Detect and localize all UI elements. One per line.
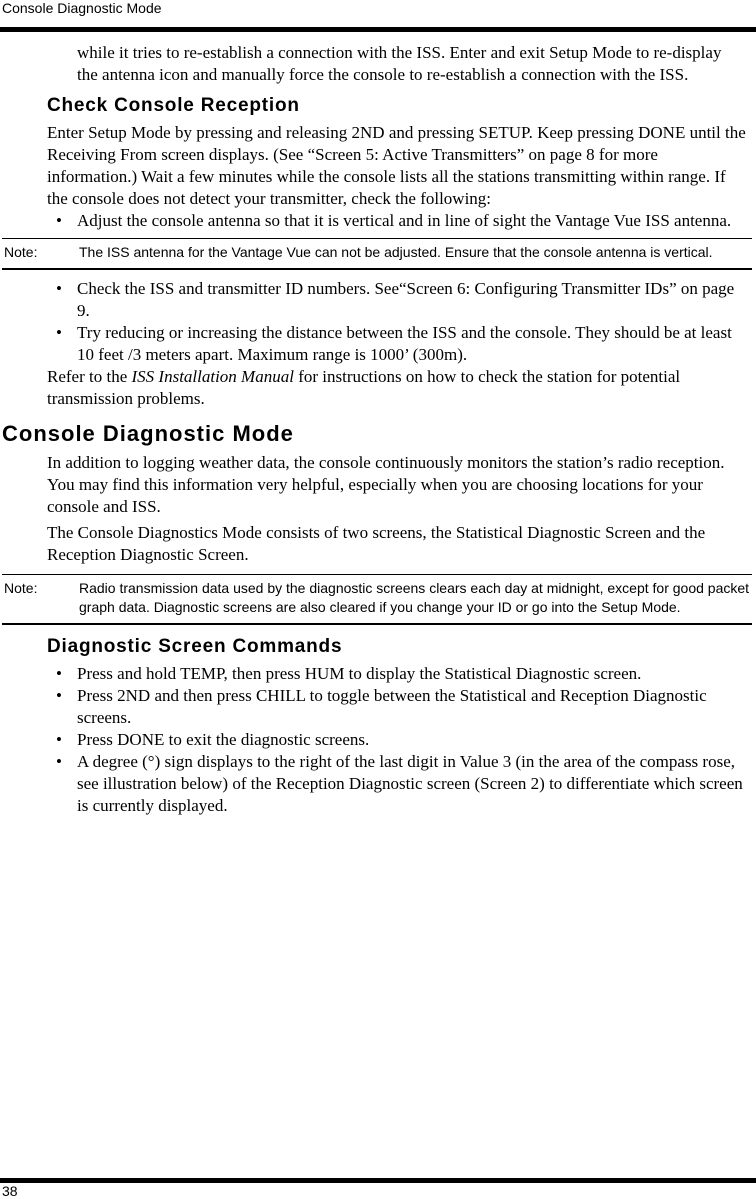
list-item-text: Try reducing or increasing the distance between the ISS and the console. They should be at least 10 feet /3 meters apart. Maximum range is 1000’ (300m). [77,323,732,364]
note-label: Note: [4,244,38,260]
diagnostic-paragraph-1: In addition to logging weather data, the console continuously monitors the station’s radio reception. You may find this information very helpful, especially when you are choosing locations for your console and ISS. [47,453,725,516]
list-item [56,278,750,322]
refer-paragraph [47,366,750,410]
commands-heading: Diagnostic Screen Commands [47,636,343,657]
list-item-text: Press 2ND and then press CHILL to toggle between the Statistical and Reception Diagnostic screens. [77,686,707,727]
page-content [0,42,756,817]
section-heading: Console Diagnostic Mode [2,421,294,446]
header-rule [0,27,756,32]
note-text: The ISS antenna for the Vantage Vue can not be adjusted. Ensure that the console antenna is vertical. [79,244,713,260]
refer-text-after: for instructions on how to check the station for potential transmission problems. [47,367,681,408]
check-reception-bullets-b [0,278,756,366]
radio-note [2,574,752,625]
bullet-icon: • [56,323,62,342]
manual-title: ISS Installation Manual [131,367,294,386]
check-reception-bullets-a [0,210,756,232]
footer-rule [0,1178,756,1183]
antenna-note [2,238,752,270]
running-header: Console Diagnostic Mode [2,0,162,16]
bullet-icon: • [56,279,62,298]
list-item-text: Press DONE to exit the diagnostic screens. [77,730,370,749]
list-item [56,210,750,232]
check-reception-heading: Check Console Reception [47,95,300,116]
list-item [56,751,750,817]
list-item [56,685,750,729]
refer-text-before: Refer to the [47,367,132,386]
list-item-text: Check the ISS and transmitter ID numbers. See“Screen 6: Configuring Transmitter IDs” on page 9. [77,279,735,320]
list-item [56,322,750,366]
bullet-icon: • [56,211,62,230]
note-text: Radio transmission data used by the diagnostic screens clears each day at midnight, except for good packet graph data. Diagnostic screens are also cleared if you change your ID or go into the Setup Mode. [79,580,750,615]
bullet-icon: • [56,752,62,771]
list-item [56,663,750,685]
diagnostic-paragraph-2: The Console Diagnostics Mode consists of two screens, the Statistical Diagnostic Screen and the Reception Diagnostic Screen. [47,523,706,564]
intro-paragraph: while it tries to re-establish a connection with the ISS. Enter and exit Setup Mode to re-display the antenna icon and manually force the console to re-establish a connection with the ISS. [77,43,722,84]
bullet-icon: • [56,686,62,705]
bullet-icon: • [56,730,62,749]
list-item-text: Adjust the console antenna so that it is vertical and in line of sight the Vantage Vue ISS antenna. [77,211,732,230]
list-item [56,729,750,751]
check-reception-paragraph: Enter Setup Mode by pressing and releasing 2ND and pressing SETUP. Keep pressing DONE until the Receiving From screen displays. (See “Screen 5: Active Transmitters” on page 8 for more information.) Wait a few minutes while the console lists all the stations transmitting within range. If the console does not detect your transmitter, check the following: [47,123,746,208]
list-item-text: Press and hold TEMP, then press HUM to display the Statistical Diagnostic screen. [77,664,642,683]
page-number: 38 [2,1183,18,1199]
commands-bullets [0,663,756,817]
bullet-icon: • [56,664,62,683]
list-item-text: A degree (°) sign displays to the right of the last digit in Value 3 (in the area of the compass rose, see illustration below) of the Reception Diagnostic screen (Screen 2) to differentiate which screen is currently displayed. [77,752,743,815]
note-label: Note: [4,580,38,596]
